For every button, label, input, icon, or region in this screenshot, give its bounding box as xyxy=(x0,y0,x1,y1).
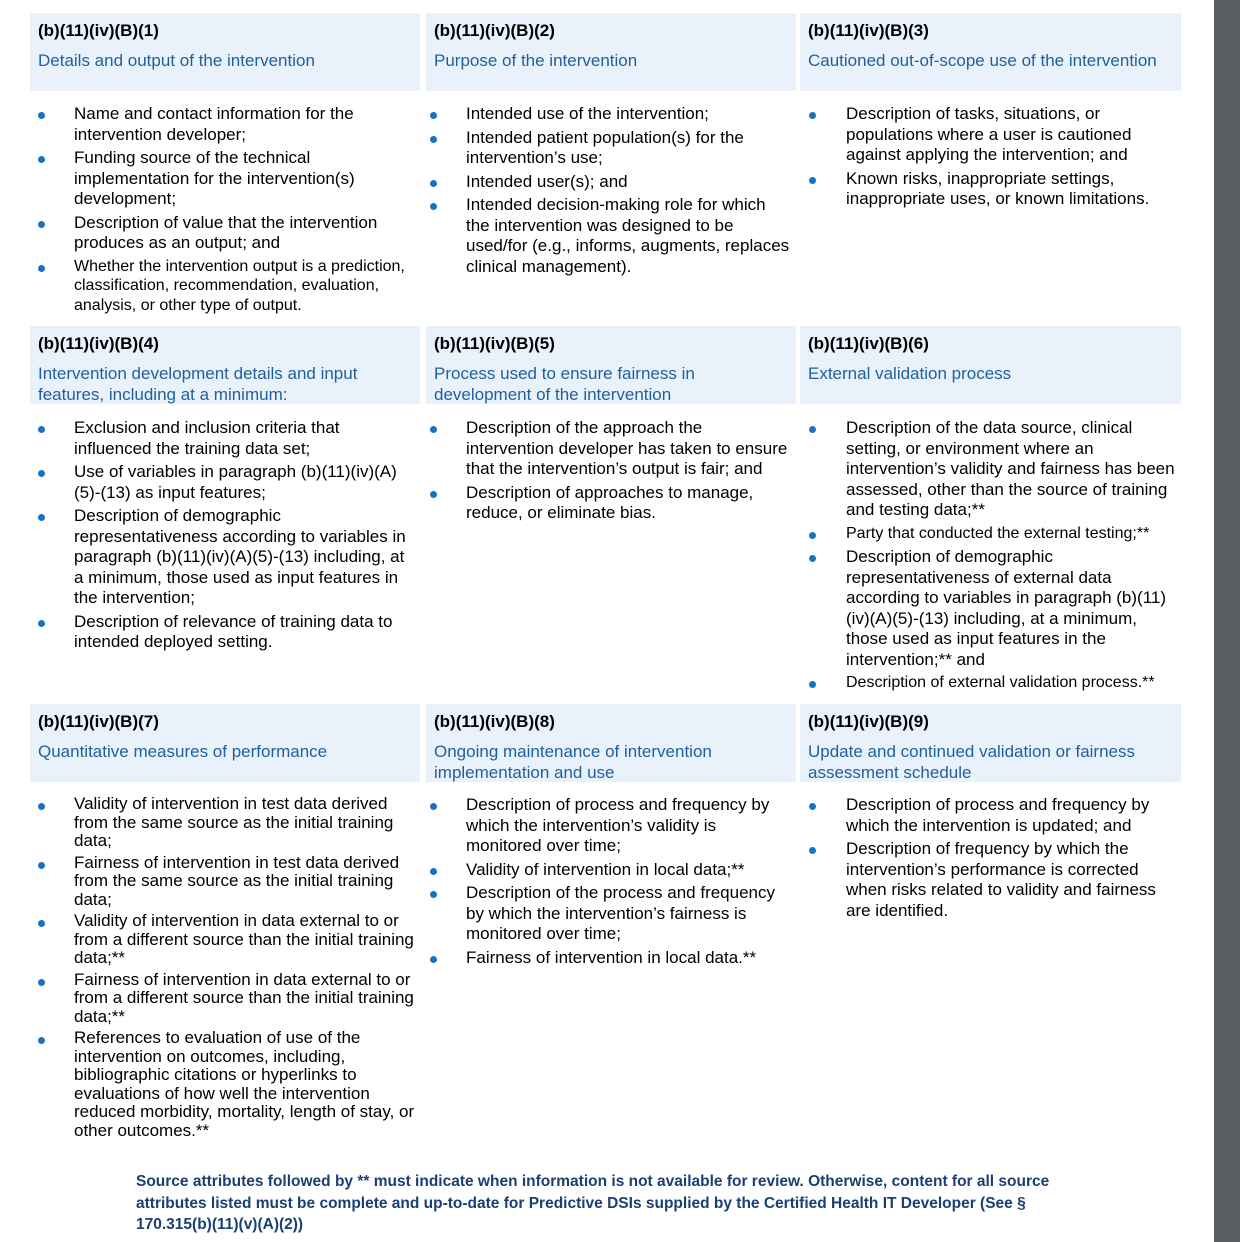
section-code: (b)(11)(iv)(B)(7) xyxy=(38,712,159,731)
list-item: Known risks, inappropriate settings, inappropriate uses, or known limitations. xyxy=(809,169,1181,210)
bullet-icon xyxy=(38,156,45,163)
bullet-icon xyxy=(809,532,816,539)
list-item: Description of the process and frequency by which the intervention’s fairness is monitored over time; xyxy=(430,883,794,945)
list-item: Description of process and frequency by which the intervention is updated; and xyxy=(809,795,1181,836)
bullet-list xyxy=(430,104,792,280)
list-item: Description of external validation process.** xyxy=(809,673,1181,694)
section-header xyxy=(426,704,796,782)
bullet-icon xyxy=(38,265,45,272)
list-item: Validity of intervention in data external to or from a different source than the initial training data;** xyxy=(38,912,418,968)
bullet-icon xyxy=(38,979,45,986)
list-item: Validity of intervention in test data derived from the same source as the initial training data; xyxy=(38,795,418,851)
list-item: Fairness of intervention in data external to or from a different source than the initial training data;** xyxy=(38,971,418,1027)
list-item: Intended patient population(s) for the intervention’s use; xyxy=(430,128,792,169)
footer-note: Source attributes followed by ** must indicate when information is not available for review. Otherwise, content for all source attributes listed must be complete and up-to-date for Predictive DSIs supplied by the Certified Health IT Developer (See § 170.315(b)(11)(v)(A)(2)) xyxy=(136,1173,1050,1233)
section-title: Update and continued validation or fairness assessment schedule xyxy=(808,742,1135,782)
list-item: Description of process and frequency by which the intervention’s validity is monitored over time; xyxy=(430,795,794,857)
section-header xyxy=(30,704,420,782)
list-item: Name and contact information for the intervention developer; xyxy=(38,104,418,145)
bullet-icon xyxy=(809,426,816,433)
bullet-icon xyxy=(38,920,45,927)
list-item: Description of demographic representativeness according to variables in paragraph (b)(11)(iv)(A)(5)-(13) including, at a minimum, those used as input features in the intervention; xyxy=(38,506,418,609)
section-header xyxy=(426,13,796,91)
bullet-icon xyxy=(38,803,45,810)
list-item: Fairness of intervention in local data.** xyxy=(430,948,794,969)
bullet-icon xyxy=(38,514,45,521)
section-title: Quantitative measures of performance xyxy=(38,742,328,761)
section-title: External validation process xyxy=(808,364,1012,383)
list-item: Use of variables in paragraph (b)(11)(iv)(A)(5)-(13) as input features; xyxy=(38,462,418,503)
bullet-icon xyxy=(38,620,45,627)
bullet-icon xyxy=(430,891,437,898)
bullet-icon xyxy=(38,221,45,228)
bullet-icon xyxy=(430,956,437,963)
bullet-icon xyxy=(38,112,45,119)
bullet-list xyxy=(38,418,418,656)
bullet-icon xyxy=(38,470,45,477)
section-title: Purpose of the intervention xyxy=(434,51,638,70)
bullet-icon xyxy=(430,112,437,119)
bullet-icon xyxy=(809,177,816,184)
list-item: Description of tasks, situations, or populations where a user is cautioned against applying the intervention; and xyxy=(809,104,1181,166)
list-item: Description of the data source, clinical setting, or environment where an intervention’s validity and fairness has been assessed, other than the source of training and testing data;** xyxy=(809,418,1181,521)
list-item: Description of relevance of training data to intended deployed setting. xyxy=(38,612,418,653)
section-code: (b)(11)(iv)(B)(3) xyxy=(808,21,929,40)
list-item: Intended user(s); and xyxy=(430,172,792,193)
section-code: (b)(11)(iv)(B)(6) xyxy=(808,334,929,353)
section-code: (b)(11)(iv)(B)(8) xyxy=(434,712,555,731)
bullet-list xyxy=(430,795,794,971)
bullet-icon xyxy=(38,1037,45,1044)
list-item: Intended decision-making role for which the intervention was designed to be used/for (e.g., informs, augments, replaces clinical management). xyxy=(430,195,792,277)
bullet-icon xyxy=(430,180,437,187)
list-item: Fairness of intervention in test data derived from the same source as the initial training data; xyxy=(38,854,418,910)
bullet-list xyxy=(809,104,1181,213)
bullet-icon xyxy=(430,803,437,810)
section-header xyxy=(30,326,420,404)
bullet-icon xyxy=(430,203,437,210)
section-title: Ongoing maintenance of intervention implementation and use xyxy=(434,742,712,782)
section-title: Cautioned out-of-scope use of the intervention xyxy=(808,51,1157,70)
list-item: Funding source of the technical implementation for the intervention(s) development; xyxy=(38,148,418,210)
list-item: Description of approaches to manage, reduce, or eliminate bias. xyxy=(430,483,792,524)
bullet-icon xyxy=(38,426,45,433)
list-item: Party that conducted the external testing;** xyxy=(809,524,1181,545)
section-header xyxy=(800,704,1181,782)
section-title: Details and output of the intervention xyxy=(38,51,315,70)
section-header xyxy=(30,13,420,91)
bullet-icon xyxy=(430,426,437,433)
bullet-icon xyxy=(430,136,437,143)
list-item: Validity of intervention in local data;** xyxy=(430,860,794,881)
bullet-list xyxy=(430,418,792,527)
section-header xyxy=(426,326,796,404)
bullet-icon xyxy=(809,847,816,854)
list-item: Description of demographic representativeness of external data according to variables in paragraph (b)(11)(iv)(A)(5)-(13) including, at a minimum, those used as input features in the intervention;** and xyxy=(809,547,1181,670)
bullet-icon xyxy=(809,803,816,810)
bullet-icon xyxy=(809,112,816,119)
bullet-icon xyxy=(809,681,816,688)
bullet-icon xyxy=(38,862,45,869)
section-header xyxy=(800,13,1181,91)
bullet-list xyxy=(809,795,1181,924)
list-item: Intended use of the intervention; xyxy=(430,104,792,125)
section-title: Process used to ensure fairness in development of the intervention xyxy=(434,364,695,404)
section-header xyxy=(800,326,1181,404)
section-title: Intervention development details and input features, including at a minimum: xyxy=(38,364,358,404)
bullet-icon xyxy=(430,868,437,875)
list-item: References to evaluation of use of the intervention on outcomes, including, bibliographic citations or hyperlinks to evaluations of how well the intervention reduced morbidity, mortality, length of stay, or other outcomes.** xyxy=(38,1029,418,1140)
section-code: (b)(11)(iv)(B)(1) xyxy=(38,21,159,40)
section-code: (b)(11)(iv)(B)(9) xyxy=(808,712,929,731)
list-item: Whether the intervention output is a prediction, classification, recommendation, evaluation, analysis, or other type of output. xyxy=(38,257,418,316)
bullet-icon xyxy=(809,555,816,562)
bullet-icon xyxy=(430,491,437,498)
scrollbar[interactable] xyxy=(1214,0,1240,1242)
bullet-list xyxy=(38,795,418,1143)
section-code: (b)(11)(iv)(B)(5) xyxy=(434,334,555,353)
section-code: (b)(11)(iv)(B)(4) xyxy=(38,334,159,353)
list-item: Description of frequency by which the intervention’s performance is corrected when risks related to validity and fairness are identified. xyxy=(809,839,1181,921)
bullet-list xyxy=(809,418,1181,697)
list-item: Description of value that the intervention produces as an output; and xyxy=(38,213,418,254)
section-code: (b)(11)(iv)(B)(2) xyxy=(434,21,555,40)
list-item: Description of the approach the intervention developer has taken to ensure that the intervention’s output is fair; and xyxy=(430,418,792,480)
list-item: Exclusion and inclusion criteria that influenced the training data set; xyxy=(38,418,418,459)
bullet-list xyxy=(38,104,418,318)
